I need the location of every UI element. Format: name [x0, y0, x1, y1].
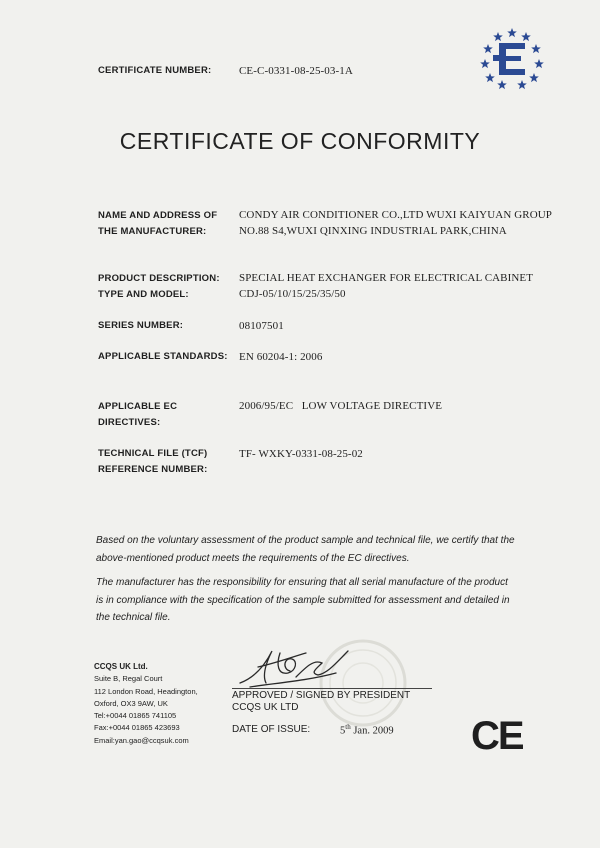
certificate-number-value: CE-C-0331-08-25-03-1A [239, 65, 353, 77]
product-description-label: PRODUCT DESCRIPTION: [98, 273, 220, 284]
date-day-suffix: th [345, 723, 351, 731]
issuer-email: Email:yan.gao@ccqsuk.com [94, 735, 189, 745]
manufacturer-name: CONDY AIR CONDITIONER CO.,LTD WUXI KAIYUAN GROUP [239, 209, 552, 221]
directives-label-line1: APPLICABLE EC [98, 401, 178, 412]
signature-line2: CCQS UK LTD [232, 702, 299, 713]
issuer-address-line: Suite B, Regal Court [94, 674, 163, 684]
issuer-address-line: Oxford, OX3 9AW, UK [94, 698, 168, 708]
date-rest: Jan. 2009 [350, 725, 394, 737]
signature-line1: APPROVED / SIGNED BY PRESIDENT [232, 690, 411, 701]
page-title: CERTIFICATE OF CONFORMITY [119, 128, 481, 154]
issuer-name: CCQS UK Ltd. [94, 662, 148, 671]
certification-paragraph [96, 532, 536, 567]
manufacturer-label-line2: THE MANUFACTURER: [98, 226, 207, 237]
responsibility-paragraph [96, 574, 536, 627]
directives-label-line2: DIRECTIVES: [98, 417, 161, 428]
technical-file-label-line2: REFERENCE NUMBER: [98, 464, 208, 475]
issuer-fax: Fax:+0044 01865 423693 [94, 723, 180, 733]
type-model-label: TYPE AND MODEL: [98, 289, 189, 300]
date-of-issue-value [340, 723, 394, 737]
manufacturer-address: NO.88 S4,WUXI QINXING INDUSTRIAL PARK,CHINA [239, 225, 507, 237]
applicable-standards-label: APPLICABLE STANDARDS: [98, 351, 228, 362]
handwritten-signature-icon [236, 643, 356, 691]
manufacturer-label-line1: NAME AND ADDRESS OF [98, 210, 218, 221]
applicable-standards-value: EN 60204-1: 2006 [239, 351, 323, 363]
issuer-address-block [94, 661, 234, 747]
series-number-value: 08107501 [239, 320, 284, 332]
paragraph1-line1: Based on the voluntary assessment of the product sample and technical file, we certify that the [96, 535, 515, 546]
date-of-issue-label: DATE OF ISSUE: [232, 724, 311, 735]
ccqs-e-stars-logo-icon [478, 26, 546, 92]
signature-caption [232, 688, 432, 714]
technical-file-value: TF- WXKY-0331-08-25-02 [239, 448, 363, 460]
issuer-address-line: 112 London Road, Headington, [94, 686, 198, 696]
series-number-label: SERIES NUMBER: [98, 320, 184, 331]
paragraph2-line1: The manufacturer has the responsibility for ensuring that all serial manufacture of the product [96, 577, 508, 588]
product-description-value: SPECIAL HEAT EXCHANGER FOR ELECTRICAL CABINET [239, 272, 534, 284]
date-day: 5 [340, 725, 346, 737]
paragraph2-line3: the technical file. [96, 612, 171, 623]
ce-mark-icon: CE [471, 714, 523, 758]
paragraph1-line2: above-mentioned product meets the requirements of the EC directives. [96, 552, 410, 564]
technical-file-label-line1: TECHNICAL FILE (TCF) [98, 448, 208, 459]
type-model-value: CDJ-05/10/15/25/35/50 [239, 288, 346, 300]
paragraph2-line2: is in compliance with the specification of the sample submitted for assessment and detailed in [96, 594, 510, 606]
directives-value: 2006/95/EC LOW VOLTAGE DIRECTIVE [239, 400, 443, 412]
certificate-number-label: CERTIFICATE NUMBER: [98, 65, 212, 76]
issuer-tel: Tel:+0044 01865 741105 [94, 711, 177, 721]
